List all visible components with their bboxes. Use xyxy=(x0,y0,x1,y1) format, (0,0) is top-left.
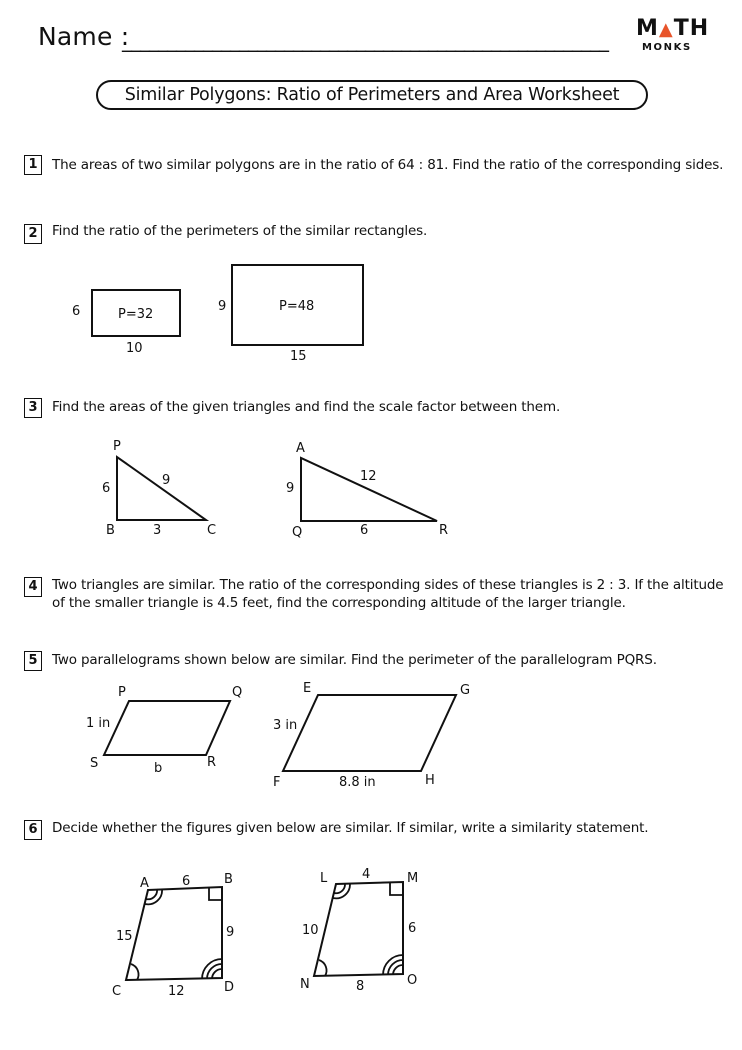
question-number: 2 xyxy=(24,224,42,244)
question-text: The areas of two similar polygons are in the ratio of 64 : 81. Find the ratio of the corresponding sides. xyxy=(52,157,724,173)
angle-mark xyxy=(131,964,139,980)
large-rect-width: 15 xyxy=(290,349,307,364)
side-label: 15 xyxy=(116,929,133,944)
quadrilaterals-figure xyxy=(0,860,742,1010)
side-label: 9 xyxy=(162,473,171,488)
vertex-label: S xyxy=(90,756,99,771)
large-rect-height: 9 xyxy=(218,299,227,314)
vertex-label: C xyxy=(207,523,217,538)
side-label: 8.8 in xyxy=(339,775,376,790)
vertex-label: N xyxy=(300,977,310,992)
parallelograms-figure xyxy=(0,675,742,795)
side-label: b xyxy=(154,761,163,776)
vertex-label: O xyxy=(407,973,418,988)
side-label: 12 xyxy=(168,984,185,999)
side-label: 3 xyxy=(153,523,162,538)
vertex-label: G xyxy=(460,683,471,698)
vertex-label: R xyxy=(207,755,217,770)
parallelogram-pqrs xyxy=(104,701,230,755)
logo-wordmark xyxy=(636,18,716,41)
right-angle-mark xyxy=(390,882,403,895)
question-text: Two triangles are similar. The ratio of the corresponding sides of these triangles is 2 : 3. If the altitude xyxy=(52,577,724,593)
question-text: Two parallelograms shown below are similar. Find the perimeter of the parallelogram PQRS. xyxy=(52,652,657,668)
side-label: 6 xyxy=(408,921,417,936)
vertex-label: H xyxy=(425,773,435,788)
name-line: ______________________________________________________ xyxy=(122,28,608,52)
side-label: 6 xyxy=(102,481,111,496)
vertex-label: P xyxy=(118,685,126,700)
small-rect-height: 6 xyxy=(72,304,81,319)
vertex-label: B xyxy=(224,872,233,887)
question-number: 3 xyxy=(24,398,42,418)
logo-m: M xyxy=(636,16,659,41)
question-number: 4 xyxy=(24,577,42,597)
question-text: Decide whether the figures given below are similar. If similar, write a similarity statement. xyxy=(52,820,649,836)
triangle-pbc xyxy=(117,457,206,520)
angle-mark xyxy=(319,960,327,976)
vertex-label: C xyxy=(112,984,122,999)
math-monks-logo xyxy=(636,18,716,62)
name-label: Name : xyxy=(38,22,130,51)
vertex-label: F xyxy=(273,775,281,790)
side-label: 4 xyxy=(362,867,371,882)
side-label: 6 xyxy=(360,523,369,538)
rectangles-figure xyxy=(0,250,742,370)
side-label: 8 xyxy=(356,979,365,994)
quadrilateral-lmno xyxy=(314,882,403,976)
question-number: 5 xyxy=(24,651,42,671)
vertex-label: P xyxy=(113,439,121,454)
vertex-label: Q xyxy=(232,685,243,700)
triangle-aqr xyxy=(301,458,437,521)
side-label: 9 xyxy=(286,481,295,496)
side-label: 3 in xyxy=(273,718,298,733)
small-rect-width: 10 xyxy=(126,341,143,356)
vertex-label: M xyxy=(407,871,419,886)
side-label: 1 in xyxy=(86,716,111,731)
side-label: 12 xyxy=(360,469,377,484)
side-label: 9 xyxy=(226,925,235,940)
vertex-label: B xyxy=(106,523,115,538)
small-rect-perimeter: P=32 xyxy=(118,307,154,322)
triangles-figure xyxy=(0,430,742,545)
vertex-label: A xyxy=(296,441,305,456)
vertex-label: L xyxy=(320,871,328,886)
vertex-label: A xyxy=(140,876,149,891)
triangle-icon: ▲ xyxy=(658,19,674,40)
vertex-label: R xyxy=(439,523,449,538)
vertex-label: D xyxy=(224,980,235,995)
question-text-line2: of the smaller triangle is 4.5 feet, find the corresponding altitude of the larger triangle. xyxy=(52,595,626,611)
right-angle-mark xyxy=(209,887,222,900)
side-label: 6 xyxy=(182,874,191,889)
logo-subtitle: MONKS xyxy=(642,42,692,53)
parallelogram-efgh xyxy=(283,695,456,771)
worksheet-title: Similar Polygons: Ratio of Perimeters and Area Worksheet xyxy=(96,80,648,110)
side-label: 10 xyxy=(302,923,319,938)
question-number: 6 xyxy=(24,820,42,840)
vertex-label: E xyxy=(303,681,312,696)
question-text: Find the ratio of the perimeters of the similar rectangles. xyxy=(52,223,428,239)
vertex-label: Q xyxy=(292,525,303,540)
question-text: Find the areas of the given triangles and find the scale factor between them. xyxy=(52,399,561,415)
question-number: 1 xyxy=(24,155,42,175)
large-rect-perimeter: P=48 xyxy=(279,299,315,314)
logo-th: TH xyxy=(673,16,710,41)
